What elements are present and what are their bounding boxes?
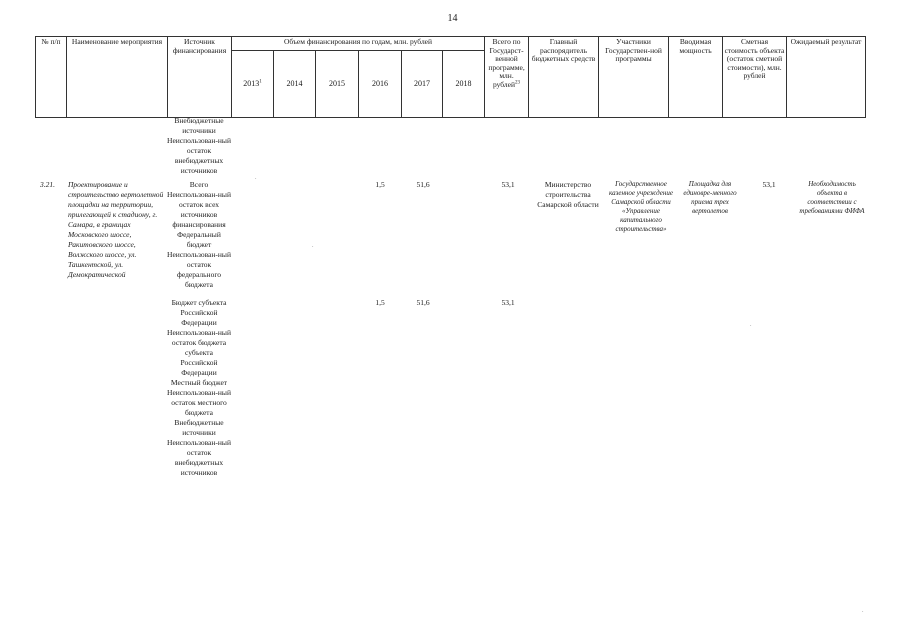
header-year-2013: 2013$^1$ xyxy=(232,51,274,118)
header-year-2017: 2017 xyxy=(402,51,443,118)
row-participants: Государственное казенное учреждение Самарской области «Управление капитального строительства» xyxy=(609,180,673,233)
row-estimate: 53,1 xyxy=(762,180,776,189)
table-header xyxy=(35,36,866,118)
carry-over-sources: Внебюджетные источники Неиспользован-ный остаток внебюджетных источников xyxy=(167,116,231,175)
row-sources-top: Всего Неиспользован-ный остаток всех источников финансирования Федеральный бюджет Неиспользован-ный остаток федерального бюджета xyxy=(167,180,231,289)
total-2016: 1,5 xyxy=(375,180,385,189)
row-number: 3.21. xyxy=(40,180,55,189)
scan-speck: . xyxy=(750,322,752,328)
header-manager: Главный распорядитель бюджетных средств xyxy=(529,37,599,118)
page-number: 14 xyxy=(447,13,458,24)
header-result: Ожидаемый результат xyxy=(787,37,866,118)
header-volume: Объем финансирования по годам, млн. рублей xyxy=(232,37,485,51)
header-year-2014: 2014 xyxy=(274,51,316,118)
header-year-2016: 2016 xyxy=(359,51,402,118)
row-name: Проектирование и строительство вертолетной площадки на территории, прилегающей к стадиону, г. Самара, в границах Московского шоссе, Ракитовского шоссе, Волжского шоссе, ул. Ташкентской, ул. Демократической xyxy=(68,180,164,279)
header-source: Источник финансирования xyxy=(168,37,232,118)
regional-sum: 53,1 xyxy=(501,298,515,307)
header-year-2015: 2015 xyxy=(316,51,359,118)
header-name: Наименование мероприятия xyxy=(67,37,168,118)
header-estimate: Сметная стоимость объекта (остаток сметной стоимости), млн. рублей xyxy=(723,37,787,118)
row-manager: Министерство строительства Самарской области xyxy=(537,180,599,209)
header-participants: Участники Государствен-ной программы xyxy=(599,37,669,118)
scan-speck: . xyxy=(312,243,314,249)
scan-speck: . xyxy=(862,608,864,614)
header-total: Всего по Государст-венной программе, млн. рублей$^{23}$ xyxy=(485,37,529,118)
header-num: № п/п xyxy=(36,37,67,118)
row-capacity: Площадка для единовре-менного приема трех вертолетов xyxy=(683,180,737,215)
row-result: Необходимость объекта в соответствии с требованиями ФИФА xyxy=(799,180,865,215)
scan-speck: . xyxy=(255,175,257,181)
header-capacity: Вводимая мощность xyxy=(669,37,723,118)
total-sum: 53,1 xyxy=(501,180,515,189)
regional-2017: 51,6 xyxy=(416,298,430,307)
row-sources-bottom: Бюджет субъекта Российской Федерации Неиспользован-ный остаток бюджета субъекта Российской Федерации Местный бюджет Неиспользован-ный остаток местного бюджета Внебюджетные источники Неиспользован-ный остаток внебюджетных источников xyxy=(167,298,231,477)
header-year-2018: 2018 xyxy=(443,51,485,118)
total-2017: 51,6 xyxy=(416,180,430,189)
regional-2016: 1,5 xyxy=(375,298,385,307)
